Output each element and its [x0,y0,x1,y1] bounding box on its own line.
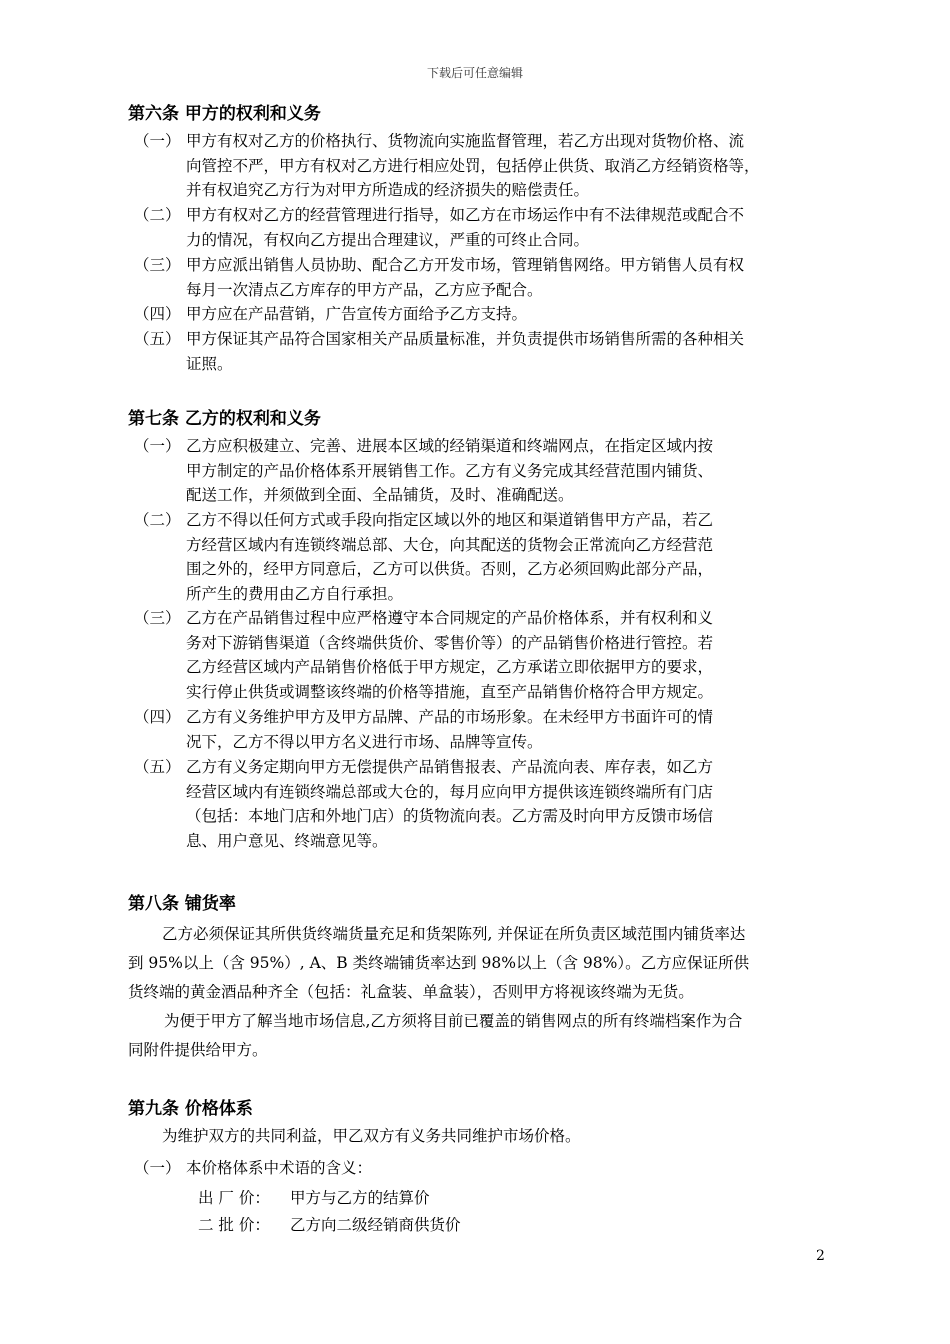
text-line: 经营区域内有连锁终端总部或大仓的，每月应向甲方提供该连锁终端所有门店 [186,782,714,801]
section-9-title: 第九条 价格体系 [128,1099,253,1119]
text-line: 本价格体系中术语的含义： [186,1159,373,1177]
section-8-title: 第八条 铺货率 [128,894,236,914]
text-line: 务对下游销售渠道（含终端供货价、零售价等）的产品销售价格进行管控。若 [186,633,714,652]
sec9-intro [162,1122,862,1151]
item-number: （三） [134,609,181,627]
text-line: 到 95%以上（含 95%）, A、B 类终端铺货率达到 98%以上（含 98%）。乙方应保证所供 [128,954,750,972]
item-number: （一） [134,132,181,150]
text-line: 甲方应在产品营销，广告宣传方面给予乙方支持。 [186,305,528,323]
text-line: 力的情况，有权向乙方提出合理建议，严重的可终止合同。 [186,230,590,249]
text-line: 围之外的，经甲方同意后，乙方可以供货。否则，乙方必须回购此部分产品， [186,560,714,578]
item-number: （四） [134,305,181,323]
item-number: （一） [134,1159,181,1177]
item-number: （五） [134,758,181,776]
item-text [186,1156,372,1181]
text-line: 甲方有权对乙方的价格执行、货物流向实施监督管理，若乙方出现对货物价格、流 [186,132,745,150]
item-text [186,606,713,704]
text-line: 为便于甲方了解当地市场信息,乙方须将目前已覆盖的销售网点的所有终端档案作为合 [164,1012,743,1030]
page-number: 2 [816,1248,825,1264]
text-line: 乙方不得以任何方式或手段向指定区域以外的地区和渠道销售甲方产品，若乙 [186,511,714,529]
text-line: 为维护双方的共同利益，甲乙双方有义务共同维护市场价格。 [162,1127,581,1145]
text-line: 实行停止供货或调整该终端的价格等措施，直至产品销售价格符合甲方规定。 [186,682,714,701]
text-line: （包括：本地门店和外地门店）的货物流向表。乙方需及时向甲方反馈市场信 [186,807,714,825]
item-number: （四） [134,708,181,726]
text-line: 息、用户意见、终端意见等。 [186,831,388,850]
text-line: 乙方经营区域内产品销售价格低于甲方规定，乙方承诺立即依据甲方的要求， [186,658,714,676]
text-line: 配送工作，并须做到全面、全品铺货，及时、准确配送。 [186,486,574,504]
sec8-paragraph-2 [128,1007,828,1065]
text-line: 甲方有权对乙方的经营管理进行指导，如乙方在市场运作中有不法律规范或配合不 [186,206,745,224]
text-line: 乙方有义务定期向甲方无偿提供产品销售报表、产品流向表、库存表，如乙方 [186,758,714,776]
text-line: 乙方应积极建立、完善、进展本区域的经销渠道和终端网点，在指定区域内按 [186,437,714,455]
text-line: 并有权追究乙方行为对甲方所造成的经济损失的赔偿责任。 [186,181,590,199]
item-text [186,253,744,302]
term-definition: 乙方向二级经销商供货价 [290,1216,461,1234]
item-number: （二） [134,206,181,224]
item-text [186,705,713,754]
text-line: 况下，乙方不得以甲方名义进行市场、品牌等宣传。 [186,732,543,751]
item-number: （五） [134,330,181,348]
item-text [186,508,713,606]
page-header: 下载后可任意编辑 [426,66,523,80]
text-line: 所产生的费用由乙方自行承担。 [186,584,404,603]
term-name: 出 厂 价： [198,1189,270,1207]
text-line: 甲方保证其产品符合国家相关产品质量标准，并负责提供市场销售所需的各种相关 [186,330,745,348]
text-line: 甲方应派出销售人员协助、配合乙方开发市场，管理销售网络。甲方销售人员有权 [186,256,745,274]
text-line: 方经营区域内有连锁终端总部、大仓，向其配送的货物会正常流向乙方经营范 [186,535,714,554]
item-number: （二） [134,511,181,529]
section-7-title: 第七条 乙方的权利和义务 [128,409,321,429]
item-text [186,203,744,252]
item-text [186,302,527,327]
sec8-paragraph-1 [128,920,828,1007]
item-text [186,755,713,853]
term-name: 二 批 价： [198,1216,270,1234]
text-line: 证照。 [186,354,233,373]
section-6-title: 第六条 甲方的权利和义务 [128,104,321,124]
term-definition: 甲方与乙方的结算价 [290,1189,430,1207]
item-number: （一） [134,437,181,455]
item-number: （三） [134,256,181,274]
text-line: 甲方制定的产品价格体系开展销售工作。乙方有义务完成其经营范围内铺货、 [186,461,714,480]
text-line: 同附件提供给甲方。 [128,1041,268,1059]
text-line: 乙方必须保证其所供货终端货量充足和货架陈列, 并保证在所负责区域范围内铺货率达 [162,925,746,943]
text-line: 货终端的黄金酒品种齐全（包括：礼盒装、单盒装），否则甲方将视该终端为无货。 [128,983,694,1001]
text-line: 乙方在产品销售过程中应严格遵守本合同规定的产品价格体系，并有权利和义 [186,609,714,627]
item-text [186,327,744,376]
text-line: 乙方有义务维护甲方及甲方品牌、产品的市场形象。在未经甲方书面许可的情 [186,708,714,726]
item-text [186,434,713,508]
item-text [186,129,760,203]
text-line: 每月一次清点乙方库存的甲方产品，乙方应予配合。 [186,280,543,299]
text-line: 向管控不严，甲方有权对乙方进行相应处罚，包括停止供货、取消乙方经销资格等， [186,156,760,175]
